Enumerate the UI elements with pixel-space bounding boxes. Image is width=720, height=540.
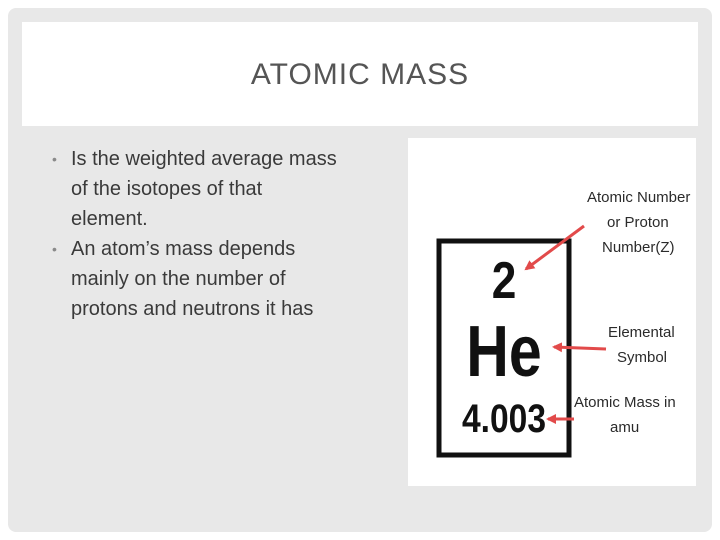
atomic-number: 2 [491,251,517,310]
bullet-list [52,144,402,324]
atomic-mass-label-line: amu [610,419,640,436]
bullet-line: element. [71,208,148,230]
bullet-item [52,144,402,234]
symbol-label-line: Symbol [617,349,668,366]
element-diagram [408,138,696,486]
bullet-icon: • [52,151,57,167]
atomic-number-label [587,189,690,256]
atomic-number-label-line: Number(Z) [602,239,675,256]
title-box [22,22,698,126]
symbol-arrow [554,347,606,349]
atomic-number-label-line: Atomic Number [587,189,691,206]
symbol-label [608,324,675,366]
atomic-mass: 4.003 [461,396,547,441]
slide-title: ATOMIC MASS [250,58,470,91]
symbol-label-line: Elemental [608,324,675,341]
bullet-icon: • [52,241,57,257]
atomic-number-label-line: or Proton [607,214,669,231]
bullet-line: Is the weighted average mass [71,148,337,170]
bullet-line: of the isotopes of that [71,178,263,200]
bullet-line: protons and neutrons it has [71,298,314,320]
bullet-item [52,234,402,324]
atomic-mass-label-line: Atomic Mass in [574,394,676,411]
element-diagram-svg [408,138,696,486]
element-symbol: He [466,310,542,392]
atomic-mass-label [574,394,676,436]
bullet-line: mainly on the number of [71,268,286,290]
bullet-line: An atom’s mass depends [71,238,296,260]
